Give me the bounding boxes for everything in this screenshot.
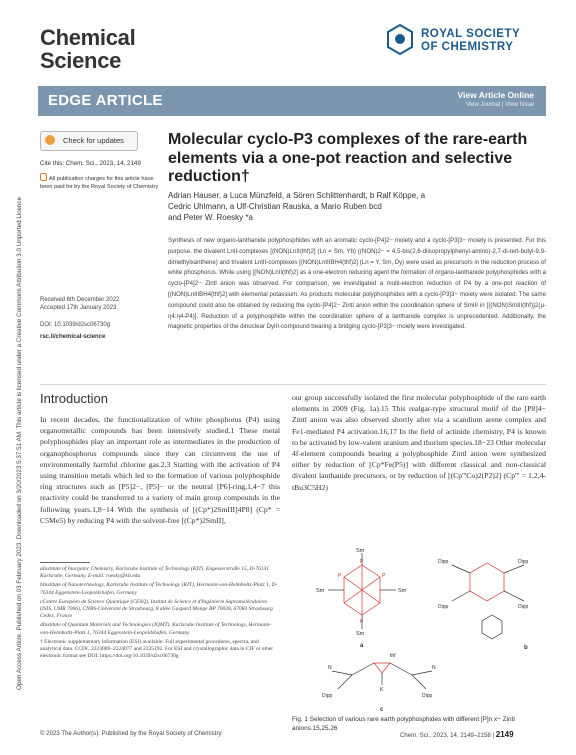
- atom-dipp-b4: Dipp: [518, 604, 529, 610]
- journal-name: [40, 26, 135, 72]
- open-access-text: Open Access Article. Published on 03 February 2023. Downloaded on 3/20/2023 5:37:51 AM. This article is licensed under a Creative Commons Attribution 3.0 Unported Licence.: [16, 195, 23, 690]
- publication-charges: [40, 173, 160, 191]
- check-updates-icon: [45, 135, 55, 145]
- affiliation-c: cCentre Européen de Science Quantique (CESQ), Institut de Science et d'Ingénierie Supramoléculaires (ISIS, UMR 7006), CNRS-Université de Strasbourg, 8 allée Gaspard Monge BP 70028, 67083 Strasbourg Cedex, France: [40, 598, 273, 620]
- author-list: [168, 190, 548, 223]
- authors-line1: Adrian Hauser, a Luca Münzfeld, a Sören Schlittenhardt, b Ralf Köppe, a: [168, 191, 426, 200]
- atom-dipp-c2: Dipp: [422, 693, 433, 699]
- atom-dipp-b1: Dipp: [438, 559, 449, 565]
- affiliations: [40, 566, 280, 662]
- check-updates-label: Check for updates: [63, 136, 124, 145]
- authors-line2: Cedric Uhlmann, a Ulf-Christian Rauska, a Mario Ruben bcd: [168, 202, 382, 211]
- footnote-divider: [40, 562, 90, 563]
- label-a: a: [360, 643, 364, 649]
- esi-note: † Electronic supplementary information (ESI) available: Full experimental procedures, spectra, and analytical data. CCDC 2224069–2224077 and 2235192. For ESI and crystallographic data in CIF or other electronic format see DOI: https://doi.org/10.1039/d2sc06730g: [40, 638, 274, 660]
- atom-sm-left: Sm: [316, 588, 325, 594]
- label-c: c: [380, 707, 384, 713]
- atom-p-4: P: [360, 619, 364, 625]
- publication-charges-text: All publication charges for this article have been paid for by the Royal Society of Chemistry: [40, 176, 159, 190]
- publisher-line2: OF CHEMISTRY: [421, 41, 514, 53]
- label-b: b: [524, 645, 528, 651]
- rsc-logo: [385, 23, 545, 61]
- article-type: EDGE ARTICLE: [48, 92, 163, 109]
- view-online-link[interactable]: View Article Online: [457, 90, 534, 100]
- atom-k: K: [380, 687, 384, 693]
- journal-name-line2: Science: [40, 48, 122, 73]
- atom-p-3: P: [382, 573, 386, 579]
- received-date: Received 6th December 2022: [40, 297, 120, 303]
- doi[interactable]: DOI: 10.1039/d2sc06730g: [40, 322, 111, 328]
- article-type-banner: [38, 86, 546, 116]
- open-access-sidebar: [6, 130, 36, 690]
- footer-citation-text: Chem. Sci., 2023, 14, 2149–2158 |: [400, 732, 496, 739]
- cite-this: Cite this: Chem. Sci., 2023, 14, 2149: [40, 160, 141, 167]
- page-number: 2149: [495, 730, 514, 739]
- atom-n-c1: N: [328, 665, 332, 671]
- affiliation-b: bInstitute of Nanotechnology, Karlsruhe Institute of Technology (KIT), Hermann-von-Helmholtz-Platz 1, D-76344 Eggenstein-Leopoldshafen, Germany: [40, 582, 278, 596]
- atom-thf-c: thf: [390, 653, 396, 659]
- introduction-heading: Introduction: [40, 391, 108, 406]
- introduction-column-2: our group successfully isolated the first molecular polyphosphide of the rare earth elements in 2009 (Fig. 1a).15 This realgar-type structural motif of the [P8]4− Zintl anion was also observed shortly after via a scandium arene complex and Fe1-mediated P4 activation.16,17 In the field of actinide chemistry, P4 is known to be activated by low-valent uranium and thorium species.18−23 Other molecular 4f-element compounds bearing a polyphosphide Zintl anion were synthesized either by reduction of [Cp*Fe(P5)] with different classical and non-classical divalent lanthanide precursors, or by reduction of [(Cp'''Co)2(P2)2] (Cp''' = 1,2,4-tBu3C5H2): [292, 393, 546, 492]
- check-updates-button[interactable]: [40, 131, 138, 151]
- introduction-column-1: In recent decades, the functionalization of white phosphorus (P4) using organometallic compounds has been intensively studied.1 These metal polyphosphides play an important role as intermediates in the production of organophosphorus compounds since they can circumvent the use of environmentally harmful chlorine gas.2,3 Starting with the activation of P4 using transition metals which led to the formation of various polyphosphide ring structures such as [P5]2−, [P5]− or the neutral [P6]-ring,1,4−7 this reactivity could be transferred to a variety of main group compounds in the following years.1,8−14 With the synthesis of [(Cp*)2SmIII]4P8] (Cp* = C5Me5) by reducing P4 with the solvent-free [(Cp*)2SmII],: [40, 415, 280, 525]
- affiliation-a: aInstitute of Inorganic Chemistry, Karlsruhe Institute of Technology (KIT), Engesserstraße 15, D-76131 Karlsruhe, Germany. E-mail: roesky@kit.edu: [40, 566, 270, 580]
- dates: [40, 296, 119, 312]
- publisher-line1: ROYAL SOCIETY: [421, 28, 521, 40]
- article-title: Molecular cyclo-P3 complexes of the rare-earth elements via a one-pot reaction and selective reduction†: [168, 131, 528, 185]
- footer-copyright: © 2023 The Author(s). Published by the Royal Society of Chemistry: [40, 730, 222, 737]
- atom-n-c2: N: [432, 665, 436, 671]
- figure-caption: Fig. 1 Selection of various rare earth polyphosphides with different [P]n x− Zintl anions.15,25,26: [292, 716, 515, 732]
- rsc-link[interactable]: rsc.li/chemical-science: [40, 334, 106, 340]
- atom-dipp-b3: Dipp: [438, 604, 449, 610]
- journal-issue-links[interactable]: View Journal | View Issue: [465, 102, 534, 108]
- footer-citation: [400, 730, 514, 739]
- structure-b: [452, 563, 524, 639]
- accepted-date: Accepted 17th January 2023: [40, 305, 117, 311]
- section-divider: [40, 384, 546, 385]
- atom-sm-bottom: Sm: [356, 631, 365, 637]
- atom-sm-top: Sm: [356, 548, 365, 554]
- figure-1: [292, 545, 546, 715]
- journal-name-line1: Chemical: [40, 25, 136, 50]
- atom-dipp-c1: Dipp: [322, 693, 333, 699]
- atom-p-2: P: [338, 573, 342, 579]
- atom-sm-right: Sm: [398, 588, 407, 594]
- structure-c: [332, 663, 432, 689]
- abstract: Synthesis of new organo-lanthanide polyphosphides with an aromatic cyclo-[P4]2− moiety and a cyclo-[P3]3− moiety is presented. For this purpose, the divalent LnII-complexes [(NON)LnII(thf)2] (Ln = Sm, Yb) ((NON)2− = 4,5-bis(2,6-diisopropylphenyl-amino)-2,7-di-tert-butyl-9,9-dimethylxanthene) and trivalent LnIII-complexes [(NON)LnIIIBH4(thf)2] (Ln = Y, Sm, Dy) were used as precursors in the reduction process of white phosphorus. While using [(NON)LnII(thf)2] as a one-electron reducing agent the formation of organo-lanthanide polyphosphides with a cyclo-[P4]2− Zintl anion was observed. For comparison, we investigated a multi-electron reduction of P4 by a one-pot reaction of [(NON)LnIIIBH4(thf)2] with elemental potassium. As products molecular polyphosphides with a cyclo-[P3]3− moiety were isolated. The same compound could also be obtained by reducing the cyclo-[P4]2− Zintl anion within the coordination sphere of SmIII in [{(NON)SmIII(thf)}2(μ-η4:η4-P4)]. Reduction of a polyphosphide within the coordination sphere of a lanthanide complex is unprecedented. Additionally, the magnetic properties of the dinuclear DyIII-compound bearing a bridging cyclo-[P3]3− moiety were investigated.: [168, 237, 546, 331]
- affiliation-d: dInstitute of Quantum Materials and Technologies (IQMT), Karlsruhe Institute of Technology, Hermann-von-Helmholtz-Platz 1, 76344 Eggenstein-Leopoldshafen, Germany: [40, 622, 272, 636]
- open-access-icon: [40, 173, 47, 181]
- atom-p-1: P: [360, 559, 364, 565]
- rsc-logo-icon: [385, 23, 415, 57]
- authors-line3: and Peter W. Roesky *a: [168, 213, 253, 222]
- atom-dipp-b2: Dipp: [518, 559, 529, 565]
